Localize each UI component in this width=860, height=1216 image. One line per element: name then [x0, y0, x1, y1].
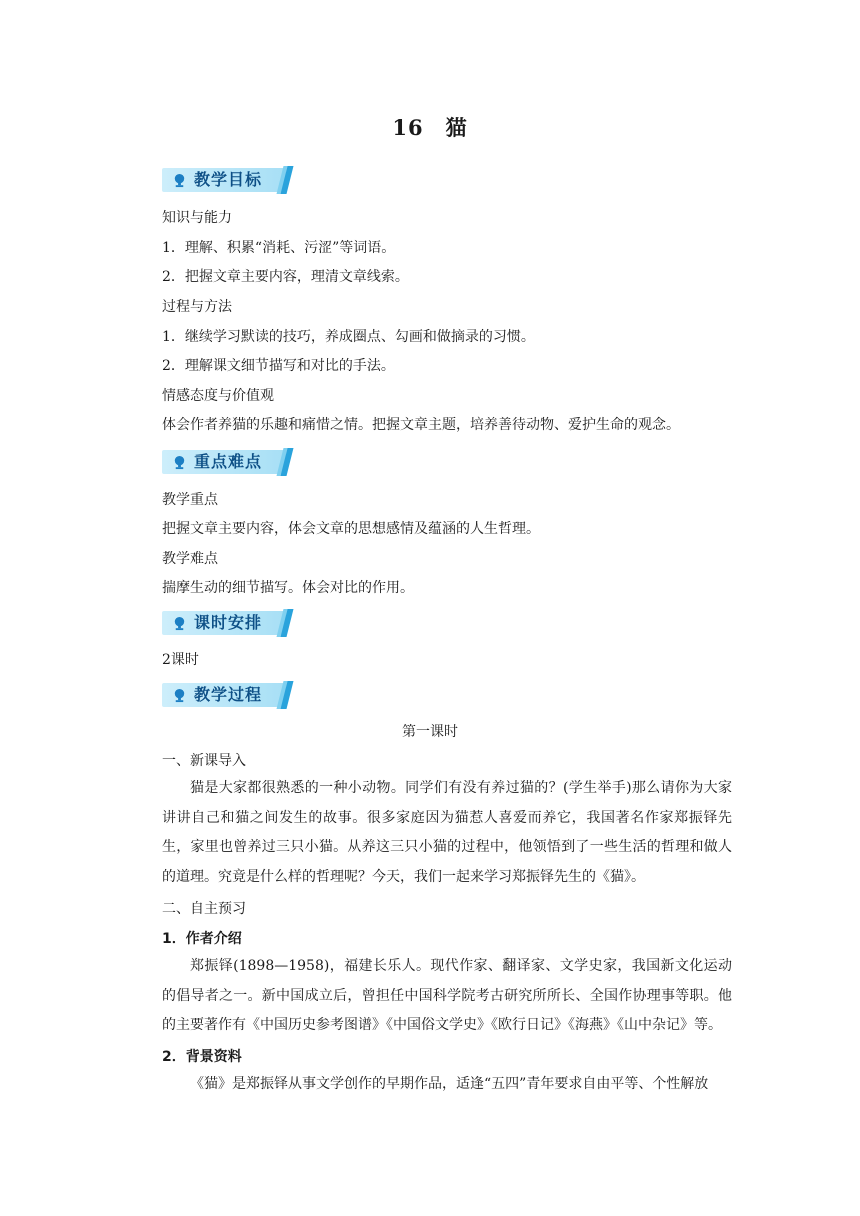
objective-text: 体会作者养猫的乐趣和痛惜之情。把握文章主题，培养善待动物、爱护生命的观念。 [162, 417, 680, 433]
page-title [0, 112, 860, 142]
difficulty-heading: 教学难点 [162, 551, 218, 567]
difficulty-text: 揣摩生动的细节描写。体会对比的作用。 [162, 580, 414, 596]
section-heading-intro: 一、新课导入 [162, 753, 246, 769]
lesson-title: 猫 [445, 115, 468, 140]
lesson-number: 16 [392, 115, 424, 140]
intro-paragraph: 猫是大家都很熟悉的一种小动物。同学们有没有养过猫的？(学生举手)那么请你为大家讲讲自己和猫之间发生的故事。很多家庭因为猫惹人喜爱而养它，我国著名作家郑振铎先生，家里也曾养过三只小猫。从养这三只小猫的过程中，他领悟到了一些生活的哲理和做人的道理。究竟是什么样的哲理呢？今天，我们一起来学习郑振铎先生的《猫》。 [162, 780, 732, 885]
banner-label: 教学目标 [194, 170, 263, 189]
section-banner-key-points [162, 448, 296, 476]
objective-heading-1: 知识与能力 [162, 210, 232, 226]
section-heading-preview: 二、自主预习 [162, 901, 246, 917]
section-banner-process [162, 681, 296, 709]
section-banner-schedule [162, 609, 296, 637]
objective-heading-2: 过程与方法 [162, 299, 232, 315]
focus-text: 把握文章主要内容，体会文章的思想感情及蕴涵的人生哲理。 [162, 521, 540, 537]
section-banner-objectives [162, 166, 296, 194]
trophy-icon [172, 688, 187, 703]
banner-label: 课时安排 [194, 613, 263, 632]
trophy-icon [172, 455, 187, 470]
banner-label: 重点难点 [194, 452, 263, 471]
background-paragraph: 《猫》是郑振铎从事文学创作的早期作品，适逢“五四”青年要求自由平等、个性解放 [190, 1076, 709, 1092]
trophy-icon [172, 173, 187, 188]
lesson-subtitle: 第一课时 [402, 724, 458, 740]
objective-item: 1．理解、积累“消耗、污涩”等词语。 [162, 240, 396, 256]
schedule-text: 2课时 [162, 652, 199, 668]
author-paragraph: 郑振铎(1898—1958)，福建长乐人。现代作家、翻译家、文学史家，我国新文化运动的倡导者之一。新中国成立后，曾担任中国科学院考古研究所所长、全国作协理事等职。他的主要著作有《中国历史参考图谱》《中国俗文学史》《欧行日记》《海燕》《山中杂记》等。 [162, 958, 732, 1033]
banner-label: 教学过程 [194, 685, 263, 704]
subheading-background: 2．背景资料 [162, 1049, 242, 1065]
objective-item: 2．把握文章主要内容，理清文章线索。 [162, 269, 409, 285]
subheading-author: 1．作者介绍 [162, 931, 242, 947]
trophy-icon [172, 616, 187, 631]
objective-heading-3: 情感态度与价值观 [162, 388, 274, 404]
objective-item: 1．继续学习默读的技巧，养成圈点、勾画和做摘录的习惯。 [162, 329, 535, 345]
objective-item: 2．理解课文细节描写和对比的手法。 [162, 358, 395, 374]
focus-heading: 教学重点 [162, 492, 218, 508]
